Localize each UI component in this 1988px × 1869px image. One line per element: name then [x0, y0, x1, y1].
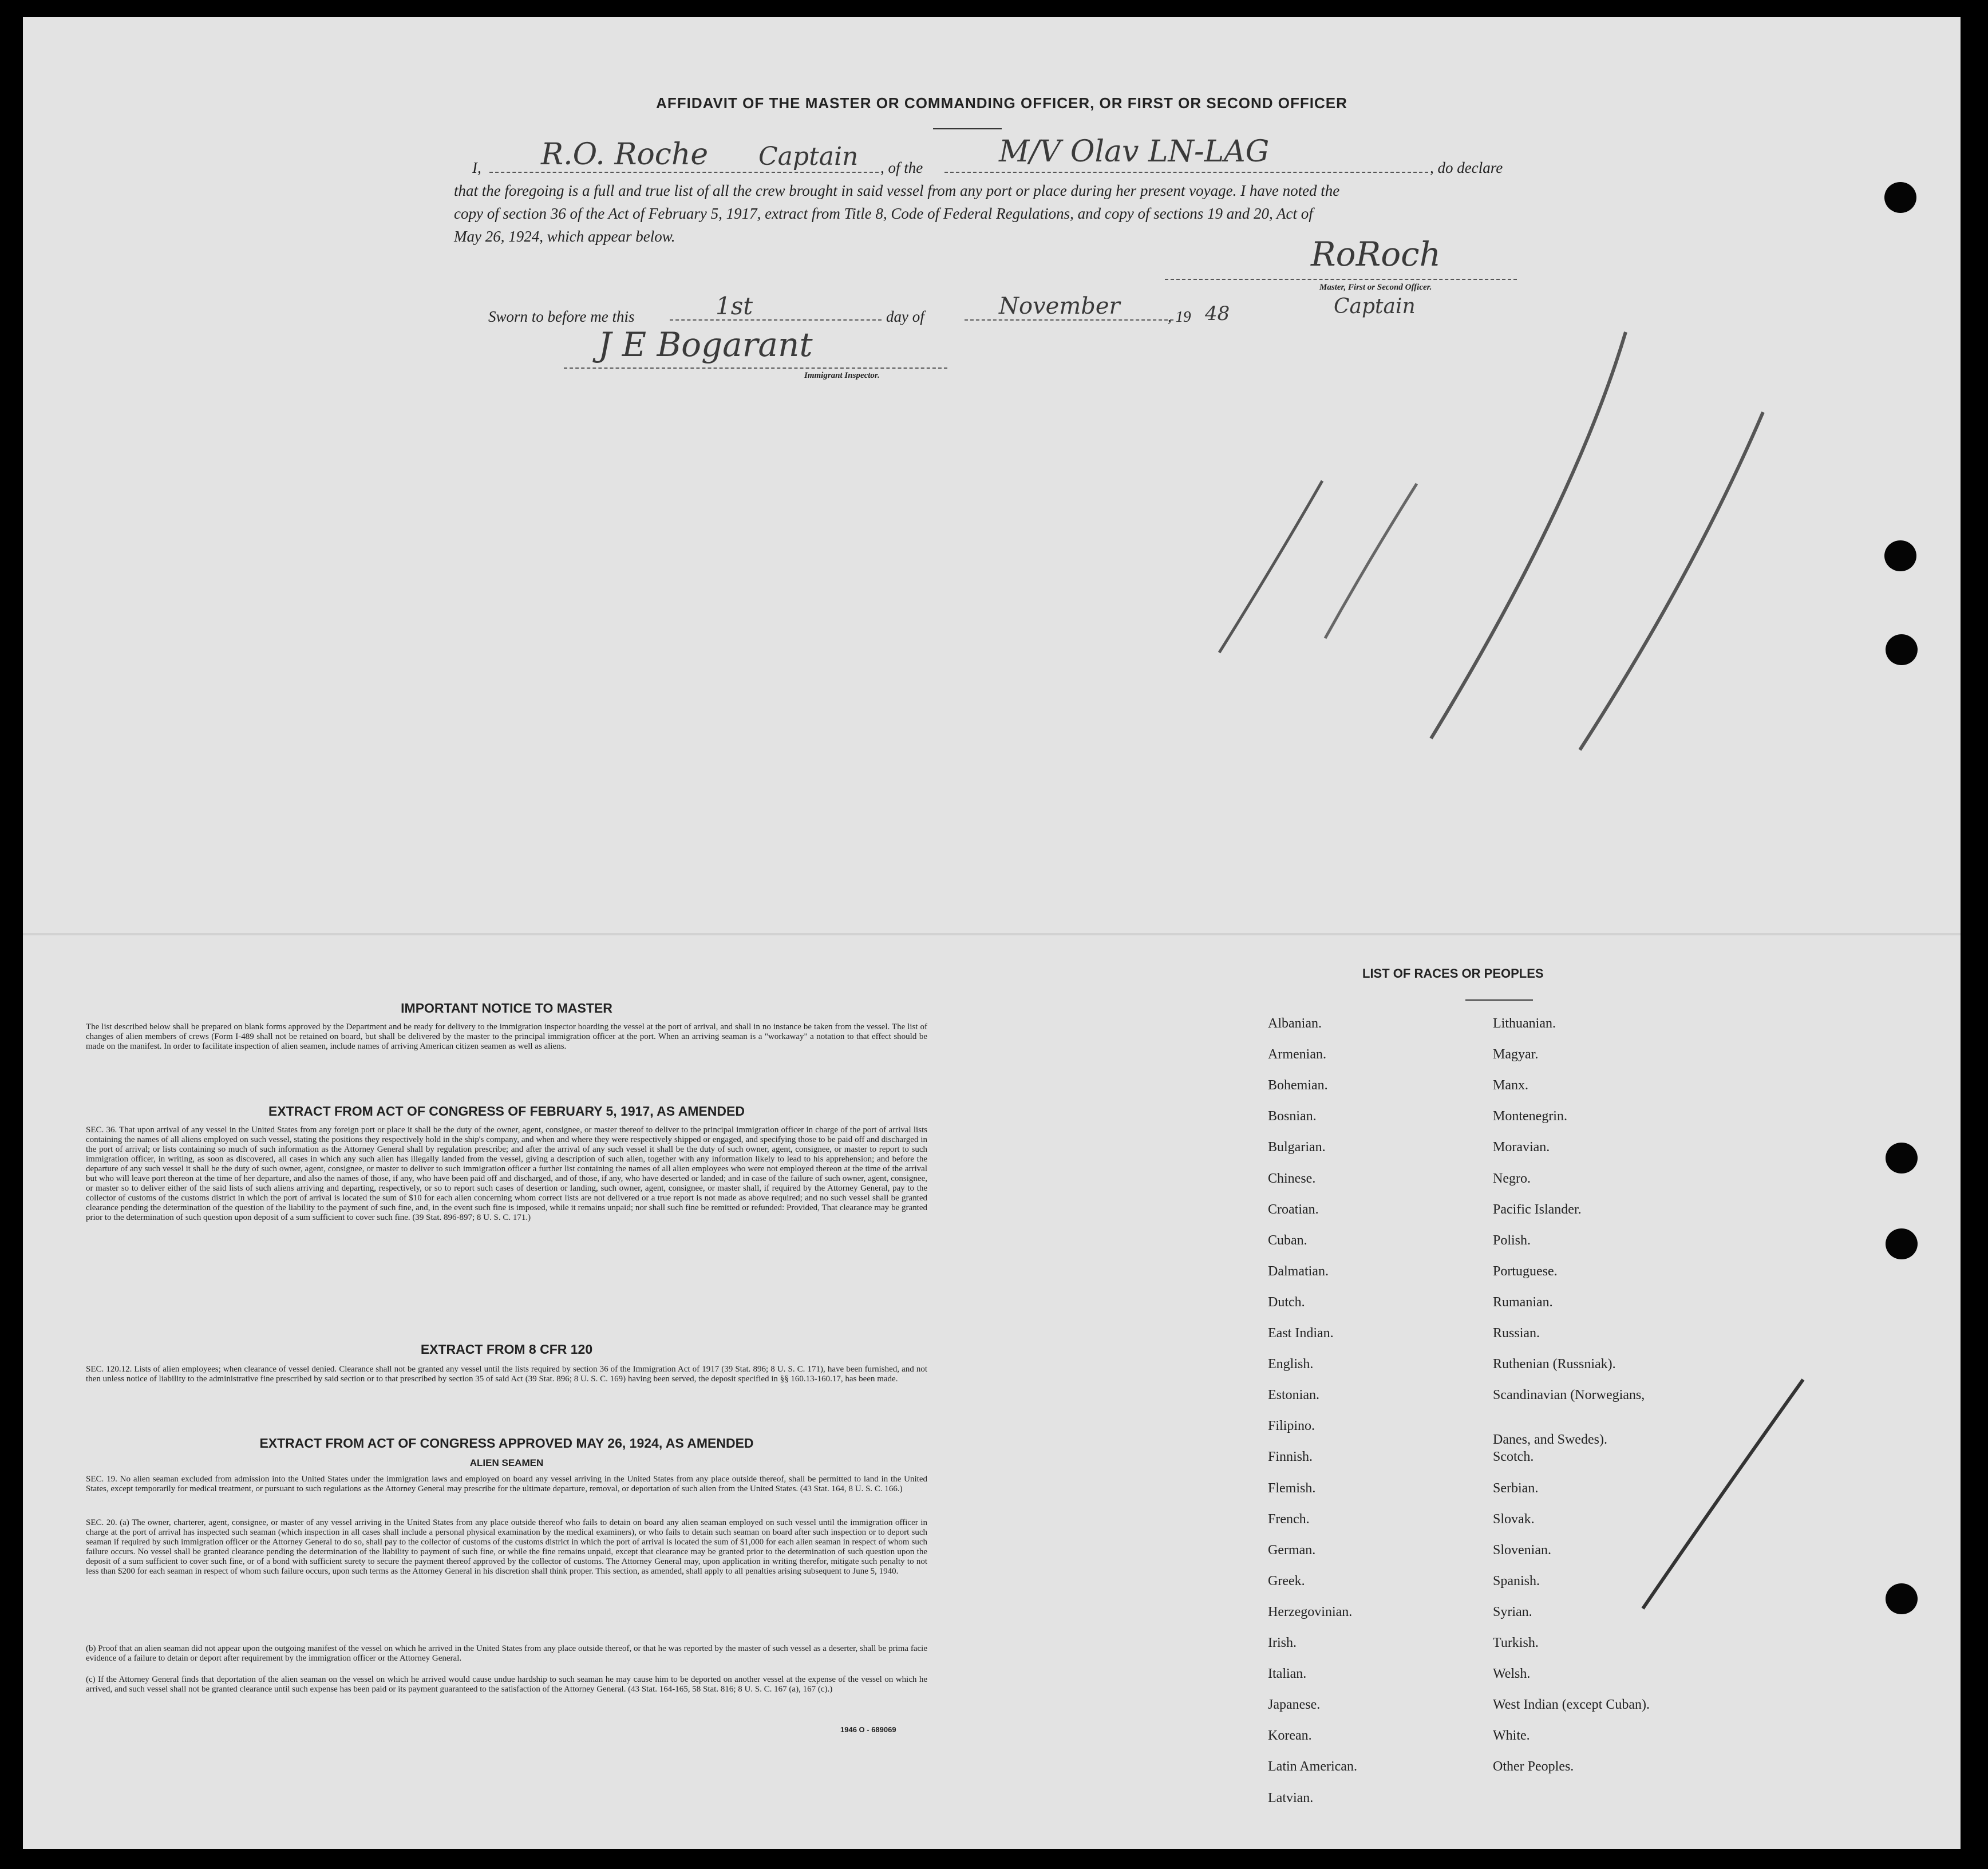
affidavit-text-line-1: that the foregoing is a full and true list of all the crew brought in said vessel from any port or place during her present voyage. I have noted the	[454, 182, 1340, 199]
race-item: Negro.	[1493, 1171, 1531, 1186]
master-signature: RoRoch	[1311, 235, 1441, 274]
race-item: Dalmatian.	[1268, 1263, 1329, 1279]
inspector-caption: Immigrant Inspector.	[804, 371, 880, 380]
race-item: Portuguese.	[1493, 1263, 1558, 1279]
extract-cfr-title: EXTRACT FROM 8 CFR 120	[420, 1342, 593, 1357]
race-item: Irish.	[1268, 1635, 1297, 1650]
race-item: Slovenian.	[1493, 1542, 1551, 1558]
race-item: Manx.	[1493, 1078, 1528, 1093]
race-item: Magyar.	[1493, 1047, 1539, 1062]
affidavit-lead: I,	[472, 159, 481, 176]
affidavit-title: AFFIDAVIT OF THE MASTER OR COMMANDING OFFICER, OR FIRST OR SECOND OFFICER	[656, 94, 1347, 112]
race-item: Bosnian.	[1268, 1109, 1317, 1124]
affidavit-text-line-3: May 26, 1924, which appear below.	[454, 228, 675, 245]
race-item: Turkish.	[1493, 1635, 1539, 1650]
rank-handwritten: Captain	[758, 142, 859, 171]
sec-20a-text: SEC. 20. (a) The owner, charterer, agent, consignee, or master of any vessel arriving in the United States from any place outside thereof who fails to detain on board any alien seaman employed on such vessel until the immigration officer in charge at the port of arrival has inspected such seaman (which inspection in all cases shall include a personal physical examination by the medical examiners), or who fails to detain such seaman on board after such inspection or to deport such seaman if required by such immigration officer or the Attorney General to do so, shall pay to the collector of customs of the customs district in which the port of arrival is located the sum of $1,000 for each alien seaman in respect of whom such failure occurs. No vessel shall be granted clearance pending the determination of the liability to payment of such fine, or while the fine remains unpaid, except that clearance may be granted prior to the determination of such question upon the deposit of a sum sufficient to cover such fine, or of a bond with sufficient surety to secure the payment thereof approved by the collector of customs. The Attorney General may, upon application in writing therefor, mitigate such penalty to not less than $200 for each seaman in respect of whom such failure occurs, upon such terms as the Attorney General in his discretion shall think proper. This section, as amended, shall apply to all penalties arising subsequent to June 5, 1940.	[86, 1518, 927, 1576]
race-item: Albanian.	[1268, 1016, 1322, 1031]
vessel-handwritten: M/V Olav LN-LAG	[999, 135, 1270, 169]
sworn-label: Sworn to before me this	[488, 308, 635, 325]
notice-text: The list described below shall be prepared on blank forms approved by the Department and be ready for delivery to the immigration inspector boarding the vessel at the port of arrival, and shall in no instance be taken from the vessel. The list of changes of alien members of crews (Form I-489 shall not be retained on board, but shall be delivered by the master to the principal immigration officer at the port. When an arriving seaman is a "workaway" a notation to that effect should be made on the manifest. In order to facilitate inspection of alien seamen, include names of arriving American citizen seamen as well as aliens.	[86, 1022, 927, 1051]
race-item: East Indian.	[1268, 1326, 1334, 1341]
year-prefix: , 19	[1168, 308, 1191, 325]
extract-1924-title: EXTRACT FROM ACT OF CONGRESS APPROVED MAY 26, 1924, AS AMENDED	[259, 1436, 754, 1451]
race-item: Bulgarian.	[1268, 1140, 1326, 1155]
race-item: Latvian.	[1268, 1790, 1314, 1805]
notice-title: IMPORTANT NOTICE TO MASTER	[401, 1001, 612, 1015]
race-item: Bohemian.	[1268, 1078, 1328, 1093]
extract-1917-title: EXTRACT FROM ACT OF CONGRESS OF FEBRUARY 5, 1917, AS AMENDED	[268, 1104, 745, 1119]
race-item: French.	[1268, 1511, 1310, 1527]
of-the-label: , of the	[880, 159, 923, 176]
race-item: Scandinavian (Norwegians,	[1493, 1388, 1645, 1403]
race-item: Rumanian.	[1493, 1294, 1553, 1310]
race-item: White.	[1493, 1728, 1530, 1744]
master-title-handwritten: Captain	[1334, 295, 1416, 318]
race-item: Danes, and Swedes).	[1493, 1432, 1607, 1448]
race-item: Slovak.	[1493, 1511, 1535, 1527]
race-item: Montenegrin.	[1493, 1109, 1567, 1124]
race-item: Spanish.	[1493, 1573, 1540, 1589]
sworn-day-handwritten: 1st	[716, 292, 753, 320]
race-item: West Indian (except Cuban).	[1493, 1697, 1650, 1713]
races-rule	[1465, 999, 1533, 1001]
race-item: Herzegovinian.	[1268, 1604, 1353, 1619]
race-item: Dutch.	[1268, 1294, 1305, 1310]
race-item: German.	[1268, 1542, 1316, 1558]
race-item: Korean.	[1268, 1728, 1312, 1744]
races-title: LIST OF RACES OR PEOPLES	[1362, 966, 1544, 981]
race-item: Japanese.	[1268, 1697, 1321, 1713]
name-handwritten: R.O. Roche	[541, 137, 709, 172]
race-item: Ruthenian (Russniak).	[1493, 1357, 1616, 1372]
race-item: Armenian.	[1268, 1047, 1326, 1062]
sec-20c-text: (c) If the Attorney General finds that deportation of the alien seaman on the vessel on which he arrived would cause undue hardship to such seaman he may cause him to be deported on another vessel at the expense of the vessel on which he arrived, and such vessel shall not be granted clearance until such expense has been paid or its payment guaranteed to the satisfaction of the Attorney General. (43 Stat. 164-165, 58 Stat. 816; 8 U. S. C. 167 (a), 167 (c).)	[86, 1675, 927, 1694]
extract-1917-text: SEC. 36. That upon arrival of any vessel in the United States from any foreign port or place it shall be the duty of the owner, agent, consignee, or master thereof to deliver to the principal immigration officer in charge of the port of arrival lists containing the names of all aliens employed on such vessel, stating the positions they respectively hold in the ship's company, and when and where they were respectively shipped or engaged, and specifying those to be paid off and discharged in the port of arrival; or lists containing so much of such information as the Attorney General shall by regulation prescribe; and after the arrival of any such vessel it shall be the duty of such owner, agent, consignee, or master to report to such immigration officer, in writing, as soon as discovered, all cases in which any such alien has illegally landed from the vessel, giving a description of such alien, together with any information likely to lead to his apprehension; and before the departure of any such vessel it shall be the duty of such owner, agent, consignee, or master to deliver to such immigration officer a further list containing the names of all alien employees who were not employed thereon at the time of the arrival but who will leave port thereon at the time of her departure, and also the names of those, if any, who have been paid off and discharged, and of those, if any, who have deserted or landed; and in case of the failure of such owner, agent, consignee, or master so to deliver either of the said lists of such aliens arriving and departing, respectively, or so to report such cases of desertion or landing, such owner, agent, consignee, or master shall, if required by the Attorney General, pay to the collector of customs of the customs district in which the port of arrival is located the sum of $10 for each alien concerning whom correct lists are not delivered or a true report is not made as above required; and no such vessel shall be granted clearance pending the determination of the question of the liability to the payment of such fine, and, in the event such fine is imposed, while it remains unpaid; nor shall such fine be remitted or refunded: Provided, That clearance may be granted prior to the determination of such question upon deposit of a sum sufficient to cover such fine. (39 Stat. 896-897; 8 U. S. C. 171.)	[86, 1125, 927, 1222]
race-item: Scotch.	[1493, 1449, 1534, 1465]
race-item: Serbian.	[1493, 1480, 1539, 1496]
inspector-signature: J E Bogarant	[598, 325, 813, 364]
alien-seamen-subtitle: ALIEN SEAMEN	[469, 1457, 544, 1468]
race-item: Flemish.	[1268, 1480, 1316, 1496]
race-item: Other Peoples.	[1493, 1759, 1574, 1775]
master-signature-caption: Master, First or Second Officer.	[1319, 283, 1432, 292]
sec-19-text: SEC. 19. No alien seaman excluded from admission into the United States under the immigration laws and employed on board any vessel arriving in the United States from any place outside thereof, shall be permitted to land in the United States, except temporarily for medical treatment, or pursuant to such regulations as the Attorney General may prescribe for the ultimate departure, removal, or deportation of such alien from the United States. (43 Stat. 164, 8 U. S. C. 166.)	[86, 1475, 927, 1493]
sec-20b-text: (b) Proof that an alien seaman did not appear upon the outgoing manifest of the vessel on which he arrived in the United States from any place outside thereof, or that he was reported by the master of such vessel as a deserter, shall be prima facie evidence of a failure to detain or deport after requirement by the immigration officer or the Attorney General.	[86, 1644, 927, 1663]
race-item: Estonian.	[1268, 1388, 1319, 1403]
print-code: 1946 O - 689069	[840, 1725, 896, 1734]
race-item: Pacific Islander.	[1493, 1202, 1582, 1217]
affidavit-text-line-2: copy of section 36 of the Act of February 5, 1917, extract from Title 8, Code of Federal Regulations, and copy of sections 19 and 20, Act of	[454, 205, 1313, 222]
race-item: Latin American.	[1268, 1759, 1357, 1775]
race-item: Lithuanian.	[1493, 1016, 1556, 1031]
race-item: Welsh.	[1493, 1666, 1531, 1682]
race-item: Chinese.	[1268, 1171, 1316, 1186]
race-item: Moravian.	[1493, 1140, 1550, 1155]
race-item: Syrian.	[1493, 1604, 1532, 1619]
race-item: Cuban.	[1268, 1232, 1307, 1248]
race-item: Filipino.	[1268, 1418, 1315, 1434]
race-item: Greek.	[1268, 1573, 1305, 1589]
year-handwritten: 48	[1205, 302, 1230, 325]
extract-cfr-text: SEC. 120.12. Lists of alien employees; when clearance of vessel denied. Clearance shall not be granted any vessel until the lists required by section 36 of the Immigration Act of 1917 (39 Stat. 896; 8 U. S. C. 171), have been furnished, and not then unless notice of liability to the administrative fine prescribed by said section or to that prescribed by section 35 of said Act (39 Stat. 896; 8 U. S. C. 169) having been served, the deposit specified in §§ 160.13-160.17, has been made.	[86, 1365, 927, 1384]
day-of-label: day of	[886, 308, 924, 325]
race-item: Finnish.	[1268, 1449, 1313, 1465]
race-item: Russian.	[1493, 1326, 1540, 1341]
race-item: Italian.	[1268, 1666, 1307, 1682]
sworn-month-handwritten: November	[999, 293, 1120, 319]
do-declare-label: , do declare	[1430, 159, 1503, 176]
race-item: Polish.	[1493, 1232, 1531, 1248]
race-item: English.	[1268, 1357, 1314, 1372]
race-item: Croatian.	[1268, 1202, 1319, 1217]
